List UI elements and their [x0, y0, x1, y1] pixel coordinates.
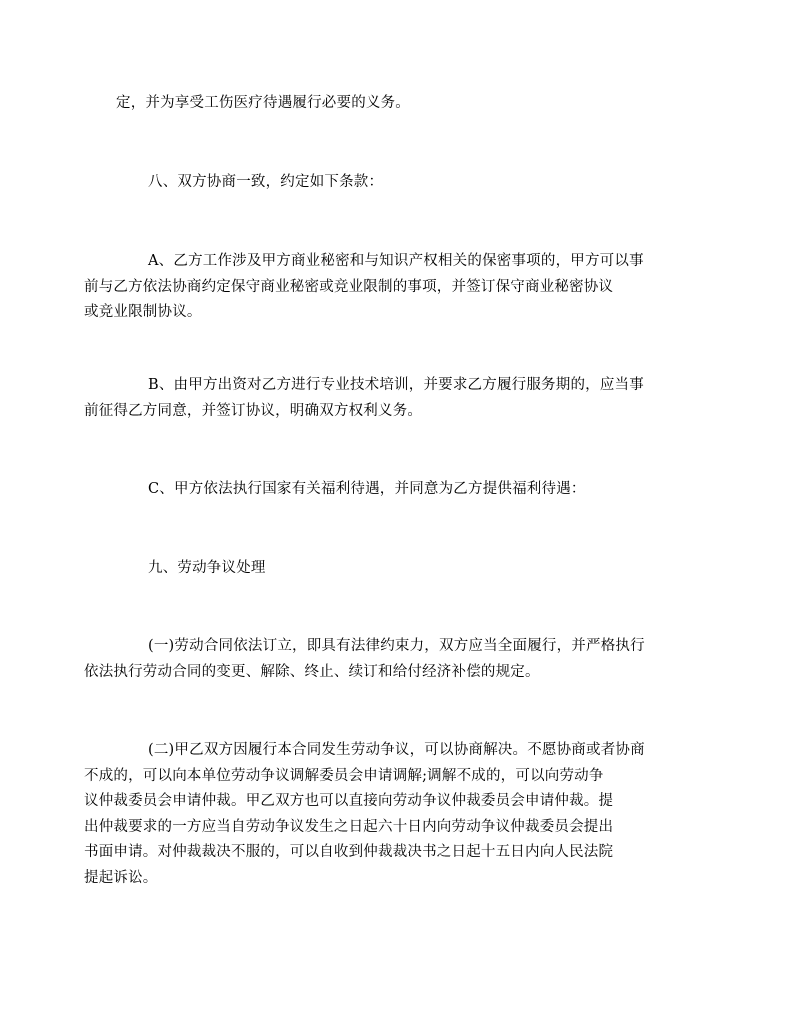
paragraph-clause-c: [116, 477, 684, 503]
heading-section-nine: [116, 556, 684, 582]
text-line: 前与乙方依法协商约定保守商业秘密或竞业限制的事项，并签订保守商业秘密协议: [84, 278, 614, 295]
text-line: (二)甲乙双方因履行本合同发生劳动争议，可以协商解决。不愿协商或者协商: [148, 742, 645, 758]
paragraph-work-injury-obligation: [116, 91, 684, 117]
text-line: C、甲方依法执行国家有关福利待遇，并同意为乙方提供福利待遇：: [148, 481, 586, 497]
text-line: 提起诉讼。: [84, 869, 158, 886]
text-line: (一)劳动合同依法订立，即具有法律约束力，双方应当全面履行，并严格执行: [148, 638, 645, 654]
paragraph-clause-a: [84, 249, 684, 326]
text-line: 九、劳动争议处理: [148, 560, 266, 576]
text-line: 定，并为享受工伤医疗待遇履行必要的义务。: [116, 95, 410, 111]
text-line: 不成的，可以向本单位劳动争议调解委员会申请调解;调解不成的，可以向劳动争: [84, 767, 604, 784]
heading-section-eight: [116, 170, 684, 196]
text-line: 书面申请。对仲裁裁决不服的，可以自收到仲裁裁决书之日起十五日内向人民法院: [84, 844, 614, 860]
text-line: 前征得乙方同意，并签订协议，明确双方权利义务。: [84, 402, 423, 419]
text-line: 依法执行劳动合同的变更、解除、终止、续订和给付经济补偿的规定。: [84, 663, 540, 680]
text-line: B、由甲方出资对乙方进行专业技术培训，并要求乙方履行服务期的，应当事: [148, 377, 644, 393]
text-line: 或竞业限制协议。: [84, 304, 202, 320]
paragraph-dispute-one: [84, 634, 684, 685]
text-line: 出仲裁要求的一方应当自劳动争议发生之日起六十日内向劳动争议仲裁委员会提出: [84, 818, 614, 835]
text-line: 八、双方协商一致，约定如下条款：: [148, 174, 384, 190]
paragraph-dispute-two: [84, 738, 684, 891]
paragraph-clause-b: [84, 373, 684, 424]
text-line: A、乙方工作涉及甲方商业秘密和与知识产权相关的保密事项的，甲方可以事: [148, 253, 644, 269]
text-line: 议仲裁委员会申请仲裁。甲乙双方也可以直接向劳动争议仲裁委员会申请仲裁。提: [84, 793, 614, 809]
